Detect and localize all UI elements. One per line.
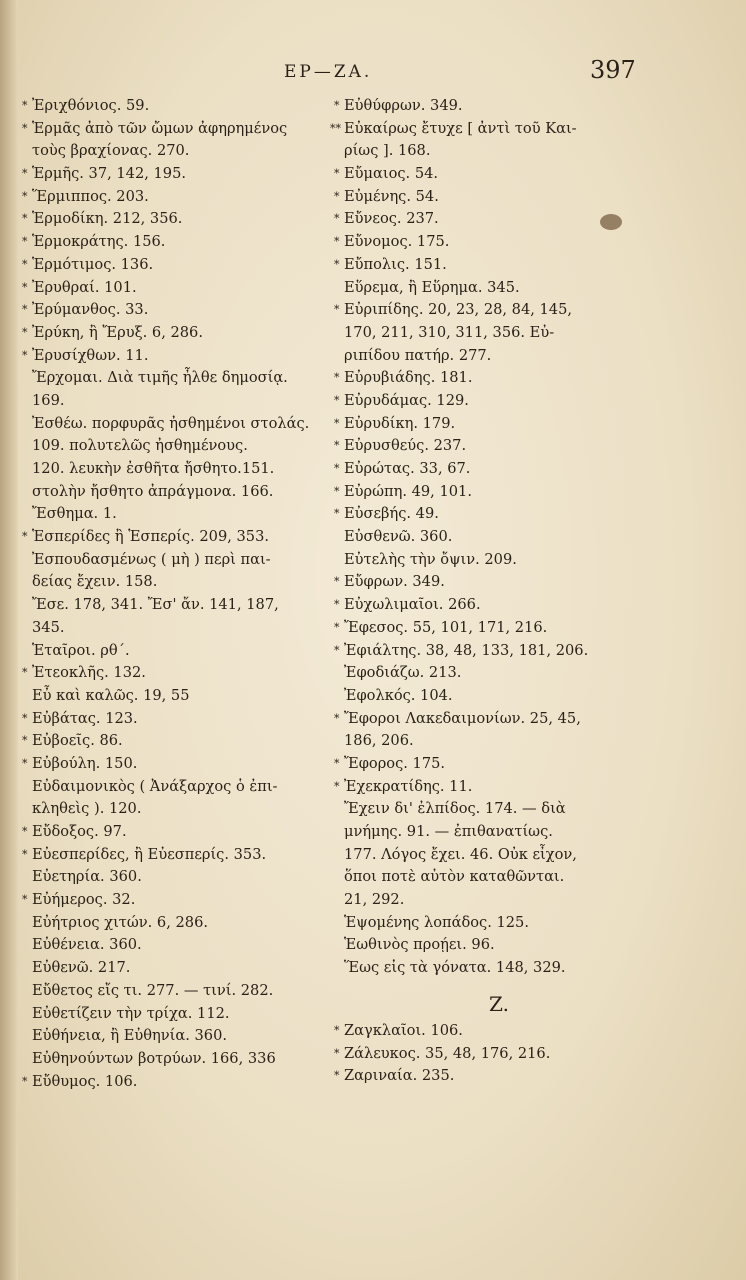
index-entry-text: Ἐσπουδασμένως ( μὴ ) περὶ παι-	[32, 550, 271, 568]
asterisk-marker: *	[334, 779, 340, 793]
asterisk-marker: *	[22, 121, 28, 135]
index-entry-line	[344, 140, 634, 163]
index-entry-text: 169.	[32, 391, 65, 409]
index-entry-text: 345.	[32, 618, 65, 636]
index-entry-line	[22, 186, 332, 209]
index-entry-text: Ζάλευκος. 35, 48, 176, 216.	[344, 1044, 551, 1062]
index-entry-line	[344, 821, 634, 844]
index-entry-text: Εὐσεβής. 49.	[344, 505, 439, 523]
index-entry-text: Ἑρμότιμος. 136.	[32, 255, 154, 273]
index-entry-text: 186, 206.	[344, 732, 414, 750]
index-entry-line	[334, 571, 634, 594]
index-entry-text: 21, 292.	[344, 891, 405, 909]
index-entry-line	[344, 730, 634, 753]
index-entry-text: Ἐφολκός. 104.	[344, 686, 453, 704]
index-entry-text: Ἔσθημα. 1.	[32, 505, 117, 523]
index-entry-line	[334, 231, 634, 254]
index-entry-line	[344, 549, 634, 572]
index-entry-text: Εὐριπίδης. 20, 23, 28, 84, 145,	[344, 301, 573, 319]
index-entry-text: Εὐήτριος χιτών. 6, 286.	[32, 913, 208, 931]
index-entry-text: Εὔμαιος. 54.	[344, 165, 439, 183]
asterisk-marker: *	[334, 507, 340, 521]
index-entry-line	[32, 640, 332, 663]
index-entry-line	[22, 1071, 332, 1094]
index-entry-line	[22, 277, 332, 300]
index-entry-line	[344, 322, 634, 345]
index-entry-line	[344, 685, 634, 708]
asterisk-marker: *	[22, 167, 28, 181]
page-header	[0, 56, 746, 90]
index-entry-text: Ἔφοροι Λακεδαιμονίων. 25, 45,	[344, 709, 581, 727]
asterisk-marker: *	[334, 371, 340, 385]
index-entry-text: ριπίδου πατήρ. 277.	[344, 346, 492, 364]
index-entry-line	[32, 503, 332, 526]
index-entry-text: κληθεὶς ). 120.	[32, 800, 142, 818]
index-entry-line	[334, 640, 634, 663]
index-entry-line	[22, 254, 332, 277]
index-entry-text: Εὔνεος. 237.	[344, 210, 439, 228]
asterisk-marker: *	[334, 235, 340, 249]
index-entry-line	[22, 208, 332, 231]
index-entry-text: Ἐσθέω. πορφυρᾶς ἠσθημένοι στολάς.	[32, 414, 310, 432]
index-entry-line	[22, 708, 332, 731]
index-entry-line	[32, 594, 332, 617]
index-entry-text: Εὐρώπη. 49, 101.	[344, 482, 472, 500]
asterisk-marker: *	[22, 99, 28, 112]
index-entry-line	[32, 140, 332, 163]
index-entry-line	[334, 186, 634, 209]
asterisk-marker: *	[22, 348, 28, 362]
index-entry-text: Εὐρυδάμας. 129.	[344, 391, 469, 409]
index-entry-text: Εὐβούλη. 150.	[32, 754, 138, 772]
index-entry-text: Εὐεσπερίδες, ἢ Εὐεσπερίς. 353.	[32, 845, 267, 863]
index-entry-text: μνήμης. 91. — ἐπιθανατίως.	[344, 823, 553, 840]
index-entry-line	[334, 254, 634, 277]
index-entry-line	[32, 934, 332, 957]
index-entry-text: Εὐρώτας. 33, 67.	[344, 460, 471, 477]
index-entry-line	[22, 844, 332, 867]
index-entry-text: Ἑρμοκράτης. 156.	[32, 233, 166, 251]
index-entry-line	[334, 1020, 634, 1043]
index-entry-text: Εὐβάτας. 123.	[32, 709, 138, 727]
index-entry-text: 177. Λόγος ἔχει. 46. Οὐκ εἶχον,	[344, 845, 577, 863]
asterisk-marker: *	[334, 393, 340, 407]
asterisk-marker: *	[334, 416, 340, 430]
index-entry-text: τοὺς βραχίονας. 270.	[32, 142, 190, 160]
index-entry-line	[334, 1043, 634, 1066]
index-entry-line	[344, 912, 634, 935]
asterisk-marker: *	[334, 439, 340, 453]
index-entry-line	[32, 1048, 332, 1071]
asterisk-marker: *	[334, 711, 340, 725]
index-entry-line	[344, 526, 634, 549]
index-entry-text: Ἐφοδιάζω. 213.	[344, 664, 462, 682]
asterisk-marker: *	[22, 280, 28, 294]
index-entry-line	[344, 844, 634, 867]
index-entry-text: Εὐθηνούντων βοτρύων. 166, 336	[32, 1049, 276, 1067]
index-entry-text: Ἑωθινὸς προῄει. 96.	[344, 936, 495, 954]
index-entry-line	[22, 821, 332, 844]
index-entry-text: δείας ἔχειν. 158.	[32, 573, 158, 591]
asterisk-marker: *	[334, 484, 340, 498]
index-entry-line	[22, 889, 332, 912]
index-entry-text: Ἐχεκρατίδης. 11.	[344, 777, 473, 795]
index-entry-text: Εὔφρων. 349.	[344, 573, 445, 591]
index-entry-text: Ἔρχομαι. Διὰ τιμῆς ἦλθε δημοσίᾳ.	[32, 369, 288, 387]
index-entry-line	[344, 866, 634, 889]
asterisk-marker: *	[334, 257, 340, 271]
index-entry-line	[334, 753, 634, 776]
index-entry-text: Ἔχειν δι' ἐλπίδος. 174. — διὰ	[344, 800, 566, 818]
index-entry-text: 170, 211, 310, 311, 356. Εὐ-	[344, 323, 555, 341]
index-entry-text: Εὐδαιμονικὸς ( Ἀνάξαρχος ὁ ἐπι-	[32, 777, 278, 795]
index-entry-line	[32, 776, 332, 799]
index-entry-line	[22, 662, 332, 685]
asterisk-marker: *	[22, 756, 28, 770]
asterisk-marker: *	[22, 325, 28, 339]
index-entry-text: Ἔφορος. 175.	[344, 754, 446, 772]
index-entry-line	[32, 413, 332, 436]
index-entry-line	[334, 594, 634, 617]
index-entry-text: Εὐθύφρων. 349.	[344, 97, 463, 114]
index-entry-text: Εὐρυβιάδης. 181.	[344, 369, 473, 387]
page-gutter-shadow	[0, 0, 18, 1280]
index-entry-text: 120. λευκὴν ἐσθῆτα ἤσθητο.151.	[32, 460, 275, 477]
index-entry-line	[32, 458, 332, 481]
index-entry-line	[22, 526, 332, 549]
asterisk-marker: *	[334, 303, 340, 317]
index-entry-line	[22, 730, 332, 753]
asterisk-marker: *	[22, 212, 28, 226]
asterisk-marker: *	[334, 462, 340, 475]
index-entry-text: Εὐσθενῶ. 360.	[344, 528, 453, 546]
index-entry-text: Ἐρύκη, ἢ Ἔρυξ. 6, 286.	[32, 323, 203, 341]
running-head: ΕΡ—ΖΑ.	[284, 62, 373, 82]
asterisk-marker: *	[22, 235, 28, 249]
index-entry-line	[22, 753, 332, 776]
index-entry-line	[334, 208, 634, 231]
index-entry-text: Ἔφεσος. 55, 101, 171, 216.	[344, 618, 548, 636]
index-entry-line	[32, 1003, 332, 1026]
index-entry-text: Ἐτεοκλῆς. 132.	[32, 664, 146, 682]
asterisk-marker: *	[334, 756, 340, 770]
index-entry-text: Εὐρυδίκη. 179.	[344, 414, 456, 432]
index-entry-line	[334, 435, 634, 458]
index-entry-text: Εὐετηρία. 360.	[32, 868, 142, 886]
index-entry-text: Εὔθυμος. 106.	[32, 1072, 138, 1090]
index-entry-line	[32, 1025, 332, 1048]
asterisk-marker: *	[334, 1023, 340, 1037]
index-entry-text: Εὕρεμα, ἢ Εὕρημα. 345.	[344, 278, 520, 296]
index-entry-text: Ἐρύμανθος. 33.	[32, 301, 149, 319]
index-entry-text: Εὔνομος. 175.	[344, 233, 450, 251]
index-entry-text: Εὖ καὶ καλῶς. 19, 55	[32, 686, 190, 704]
index-entry-line	[32, 367, 332, 390]
index-entry-line	[344, 934, 634, 957]
index-entry-text: Ζαριναία. 235.	[344, 1067, 455, 1085]
index-entry-line	[32, 549, 332, 572]
index-entry-line	[344, 798, 634, 821]
index-entry-text: Εὐμένης. 54.	[344, 187, 439, 205]
index-entry-line	[334, 617, 634, 640]
index-entry-line	[334, 458, 634, 481]
index-entry-line	[32, 435, 332, 458]
index-entry-line	[334, 390, 634, 413]
index-entry-line	[334, 776, 634, 799]
index-entry-text: Εὐτελὴς τὴν ὄψιν. 209.	[344, 550, 517, 568]
index-entry-line	[32, 912, 332, 935]
index-entry-text: στολὴν ἤσθητο ἀπράγμονα. 166.	[32, 482, 274, 500]
index-entry-line	[22, 118, 332, 141]
asterisk-marker: *	[334, 212, 340, 226]
left-index-column	[22, 95, 332, 1093]
index-entry-line	[334, 413, 634, 436]
asterisk-marker: *	[334, 643, 340, 657]
index-entry-text: Ζαγκλαῖοι. 106.	[344, 1021, 463, 1039]
index-entry-text: ρίως ]. 168.	[344, 142, 431, 160]
index-entry-line	[32, 957, 332, 980]
asterisk-marker: *	[334, 167, 340, 181]
asterisk-marker: *	[334, 1069, 340, 1083]
index-entry-text: Εὔδοξος. 97.	[32, 823, 127, 840]
page-number: 397	[590, 56, 636, 84]
asterisk-marker: *	[22, 1074, 28, 1088]
index-entry-line	[334, 367, 634, 390]
index-entry-text: Ἔσε. 178, 341. Ἔσ' ἄν. 141, 187,	[32, 596, 279, 614]
index-entry-text: Ἑσπερίδες ἢ Ἑσπερίς. 209, 353.	[32, 528, 270, 546]
index-entry-text: Εὐήμερος. 32.	[32, 891, 136, 909]
index-entry-line	[344, 889, 634, 912]
index-entry-line	[32, 481, 332, 504]
index-entry-line	[334, 299, 634, 322]
index-entry-text: Ἑρμοδίκη. 212, 356.	[32, 210, 183, 228]
index-entry-line	[334, 1065, 634, 1088]
index-entry-line	[32, 617, 332, 640]
asterisk-marker: *	[334, 1046, 340, 1060]
right-index-column	[330, 95, 634, 1088]
index-entry-line	[334, 95, 634, 118]
index-entry-line	[344, 662, 634, 685]
index-entry-text: Εὐκαίρως ἔτυχε [ ἀντὶ τοῦ Και-	[344, 119, 577, 137]
index-entry-line	[32, 866, 332, 889]
asterisk-marker: *	[22, 734, 28, 748]
index-entry-text: Ἐφιάλτης. 38, 48, 133, 181, 206.	[344, 641, 589, 659]
index-entry-text: Εὔπολις. 151.	[344, 255, 447, 273]
index-entry-line	[334, 163, 634, 186]
asterisk-marker: *	[22, 257, 28, 271]
asterisk-marker: *	[22, 303, 28, 317]
index-entry-text: Ἑψομένης λοπάδος. 125.	[344, 913, 529, 931]
index-entry-text: Εὔθετος εἴς τι. 277. — τινί. 282.	[32, 981, 274, 999]
index-entry-text: Ἑρμᾶς ἀπὸ τῶν ὤμων ἀφηρημένος	[32, 119, 288, 137]
index-entry-line	[32, 571, 332, 594]
index-entry-text: Ἑρμῆς. 37, 142, 195.	[32, 165, 187, 183]
index-entry-text: ὅποι ποτὲ αὐτὸν καταθῶνται.	[344, 868, 565, 886]
asterisk-marker: *	[22, 847, 28, 861]
index-entry-line	[32, 685, 332, 708]
index-entry-text: Ἕως εἰς τὰ γόνατα. 148, 329.	[344, 959, 566, 977]
index-entry-line	[330, 118, 634, 141]
index-entry-line	[334, 708, 634, 731]
index-entry-line	[22, 231, 332, 254]
index-entry-text: Εὐθετίζειν τὴν τρίχα. 112.	[32, 1004, 230, 1022]
asterisk-marker: *	[22, 530, 28, 544]
index-entry-line	[334, 503, 634, 526]
index-entry-line	[22, 345, 332, 368]
asterisk-marker: *	[22, 893, 28, 907]
asterisk-marker: *	[22, 189, 28, 203]
index-entry-text: Ἕρμιππος. 203.	[32, 187, 149, 205]
section-heading: Z.	[489, 991, 509, 1016]
index-entry-text: Ἐρυθραί. 101.	[32, 278, 137, 296]
index-entry-line	[22, 95, 332, 118]
asterisk-marker: *	[334, 189, 340, 203]
asterisk-marker: *	[334, 99, 340, 112]
index-entry-text: Εὐβοεῖς. 86.	[32, 732, 123, 750]
asterisk-marker: *	[334, 620, 340, 634]
index-entry-text: Εὐθήνεια, ἢ Εὐθηνία. 360.	[32, 1027, 227, 1045]
index-entry-line	[334, 481, 634, 504]
index-entry-line	[22, 299, 332, 322]
index-entry-line	[22, 322, 332, 345]
asterisk-marker: *	[22, 825, 28, 838]
asterisk-marker: *	[334, 575, 340, 589]
index-entry-line	[344, 277, 634, 300]
index-entry-text: Εὐθένεια. 360.	[32, 936, 142, 954]
index-entry-text: 109. πολυτελῶς ἠσθημένους.	[32, 437, 248, 455]
index-entry-line	[344, 957, 634, 980]
index-entry-line	[32, 390, 332, 413]
index-entry-line	[344, 345, 634, 368]
index-entry-text: Εὐθενῶ. 217.	[32, 959, 131, 977]
index-entry-text: Ἐριχθόνιος. 59.	[32, 97, 150, 114]
asterisk-marker: **	[330, 121, 341, 135]
index-entry-text: Εὐρυσθεύς. 237.	[344, 437, 467, 455]
index-entry-text: Ἐρυσίχθων. 11.	[32, 346, 149, 364]
index-entry-line	[22, 163, 332, 186]
index-entry-line	[32, 980, 332, 1003]
asterisk-marker: *	[334, 598, 340, 612]
index-entry-line	[32, 798, 332, 821]
index-entry-text: Εὐχωλιμαῖοι. 266.	[344, 596, 481, 614]
asterisk-marker: *	[22, 711, 28, 725]
asterisk-marker: *	[22, 666, 28, 680]
index-entry-text: Ἑταῖροι. ρθ΄.	[32, 641, 130, 659]
